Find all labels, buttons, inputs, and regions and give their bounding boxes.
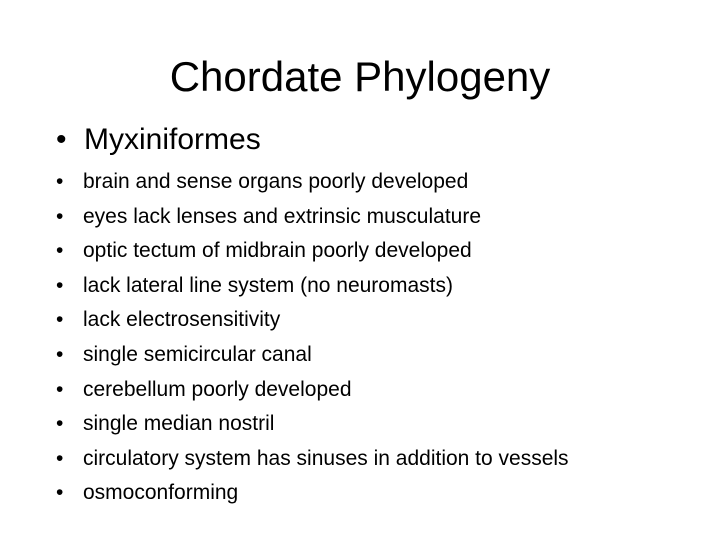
list-item-text: brain and sense organs poorly developed bbox=[83, 170, 469, 193]
main-point-text: Myxiniformes bbox=[84, 123, 261, 156]
list-item bbox=[56, 234, 569, 269]
bullet-icon: • bbox=[56, 342, 64, 366]
list-item-text: eyes lack lenses and extrinsic musculature bbox=[83, 204, 482, 228]
list-item bbox=[56, 373, 569, 408]
list-item bbox=[56, 200, 569, 235]
bullet-icon: • bbox=[56, 412, 64, 436]
slide-title: Chordate Phylogeny bbox=[169, 53, 551, 100]
list-item-text: single semicircular canal bbox=[83, 342, 312, 366]
main-point bbox=[56, 120, 261, 160]
list-item-text: osmoconforming bbox=[83, 481, 239, 505]
bullet-icon: • bbox=[56, 308, 64, 332]
list-item-text: optic tectum of midbrain poorly developed bbox=[83, 239, 472, 263]
list-item bbox=[56, 269, 569, 304]
list-item-text: circulatory system has sinuses in addition to vessels bbox=[83, 446, 569, 470]
bullet-icon: • bbox=[56, 204, 64, 228]
point-list bbox=[56, 165, 569, 511]
list-item-text: lack electrosensitivity bbox=[83, 308, 281, 332]
bullet-icon: • bbox=[56, 239, 64, 263]
list-item bbox=[56, 303, 569, 338]
list-item bbox=[56, 476, 569, 511]
bullet-icon: • bbox=[56, 170, 64, 193]
bullet-icon: • bbox=[56, 481, 64, 505]
list-item-text: cerebellum poorly developed bbox=[83, 377, 352, 401]
list-item bbox=[56, 165, 569, 200]
list-item bbox=[56, 407, 569, 442]
list-item bbox=[56, 338, 569, 373]
bullet-icon: • bbox=[56, 273, 64, 297]
list-item-text: lack lateral line system (no neuromasts) bbox=[83, 273, 453, 297]
bullet-icon: • bbox=[56, 377, 64, 401]
list-item bbox=[56, 442, 569, 477]
list-item-text: single median nostril bbox=[83, 412, 275, 436]
bullet-icon: • bbox=[56, 123, 67, 156]
bullet-icon: • bbox=[56, 446, 64, 470]
